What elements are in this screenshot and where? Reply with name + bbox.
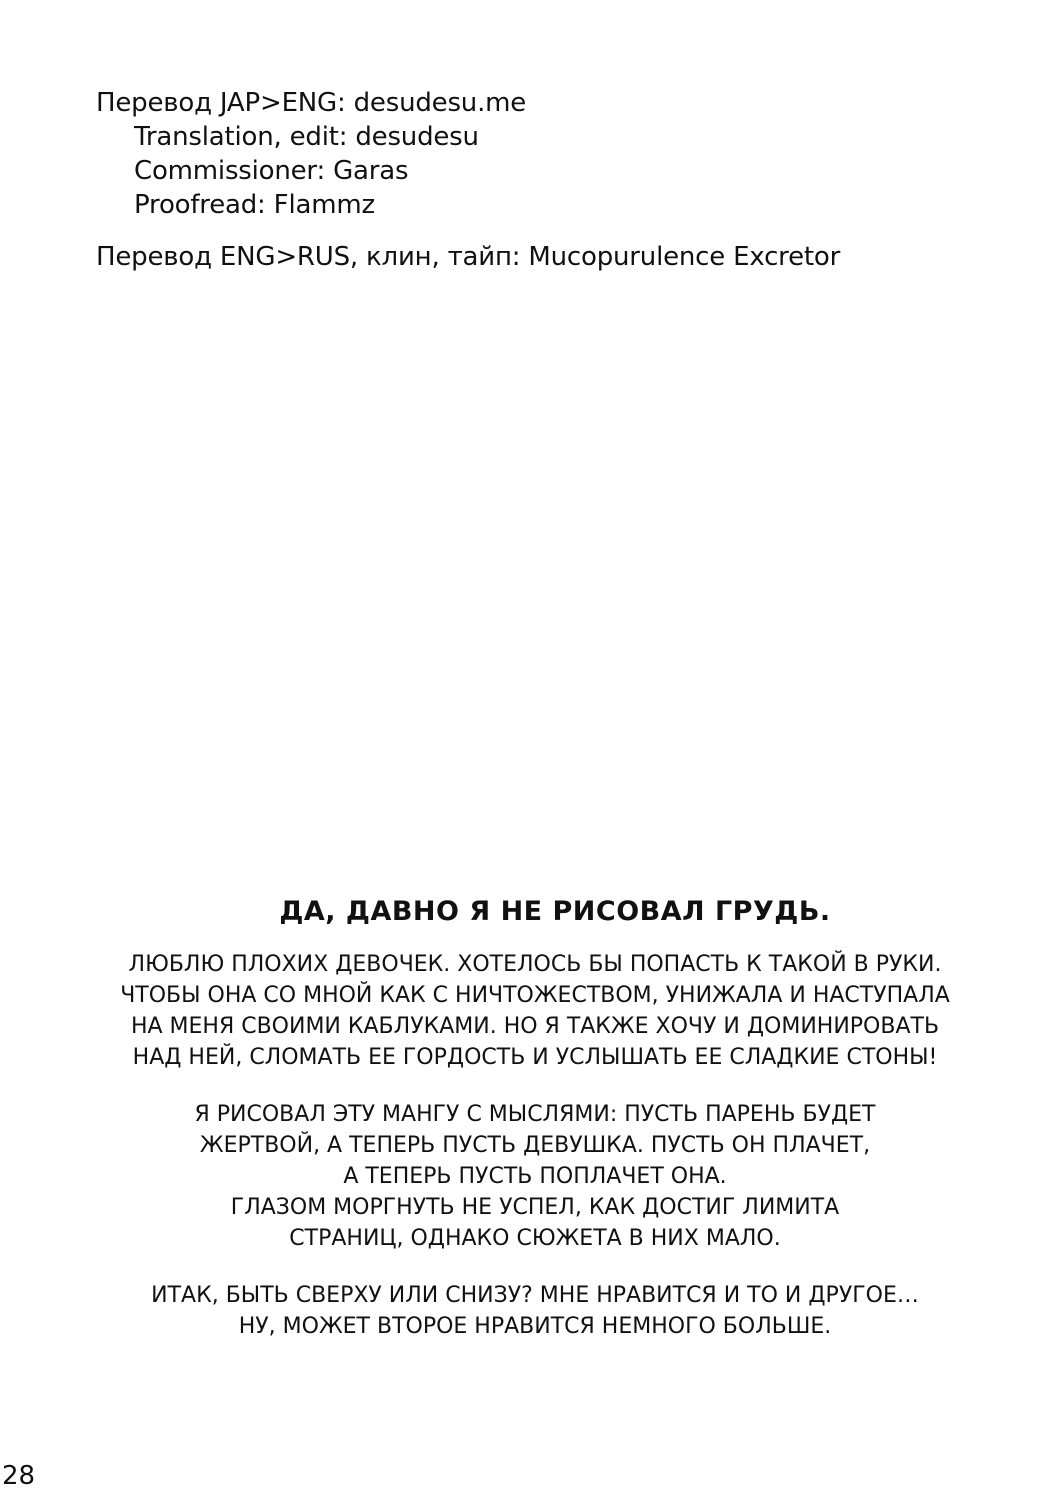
afterword-line: ИТАК, БЫТЬ СВЕРХУ ИЛИ СНИЗУ? МНЕ НРАВИТСЯ И ТО И ДРУГОЕ…: [151, 1283, 919, 1308]
credit-translation-edit: Translation, edit: desudesu: [134, 122, 479, 152]
page-number: 28: [2, 1461, 36, 1491]
credit-translation-jp-en: Перевод JAP>ENG: desudesu.me: [96, 88, 527, 118]
credit-commissioner: Commissioner: Garas: [134, 156, 409, 186]
afterword-paragraph: [60, 1099, 1010, 1254]
credits-block: [96, 86, 916, 274]
credit-proofread: Proofread: Flammz: [134, 190, 375, 220]
afterword-line: ЖЕРТВОЙ, А ТЕПЕРЬ ПУСТЬ ДЕВУШКА. ПУСТЬ ОН ПЛАЧЕТ,: [199, 1133, 871, 1158]
afterword-line: СТРАНИЦ, ОДНАКО СЮЖЕТА В НИХ МАЛО.: [289, 1226, 781, 1251]
afterword-line: НУ, МОЖЕТ ВТОРОЕ НРАВИТСЯ НЕМНОГО БОЛЬШЕ.: [238, 1314, 832, 1339]
afterword: [60, 893, 1010, 1368]
afterword-line: А ТЕПЕРЬ ПУСТЬ ПОПЛАЧЕТ ОНА.: [343, 1164, 727, 1189]
afterword-line: ЛЮБЛЮ ПЛОХИХ ДЕВОЧЕК. ХОТЕЛОСЬ БЫ ПОПАСТЬ К ТАКОЙ В РУКИ.: [128, 952, 942, 977]
afterword-line: ГЛАЗОМ МОРГНУТЬ НЕ УСПЕЛ, КАК ДОСТИГ ЛИМИТА: [230, 1195, 840, 1220]
afterword-paragraph: [60, 1280, 1010, 1342]
credit-translation-en-ru: Перевод ENG>RUS, клин, тайп: Mucopurulence Excretor: [96, 242, 841, 272]
afterword-line: ЧТОБЫ ОНА СО МНОЙ КАК С НИЧТОЖЕСТВОМ, УНИЖАЛА И НАСТУПАЛА: [120, 983, 950, 1008]
afterword-line: Я РИСОВАЛ ЭТУ МАНГУ С МЫСЛЯМИ: ПУСТЬ ПАРЕНЬ БУДЕТ: [194, 1102, 876, 1127]
afterword-line: НАД НЕЙ, СЛОМАТЬ ЕЕ ГОРДОСТЬ И УСЛЫШАТЬ ЕЕ СЛАДКИЕ СТОНЫ!: [132, 1045, 938, 1070]
afterword-title: ДА, ДАВНО Я НЕ РИСОВАЛ ГРУДЬ.: [279, 896, 831, 927]
afterword-paragraph: [60, 949, 1010, 1073]
afterword-line: НА МЕНЯ СВОИМИ КАБЛУКАМИ. НО Я ТАКЖЕ ХОЧУ И ДОМИНИРОВАТЬ: [130, 1014, 940, 1039]
credit-spacer: [96, 222, 916, 240]
